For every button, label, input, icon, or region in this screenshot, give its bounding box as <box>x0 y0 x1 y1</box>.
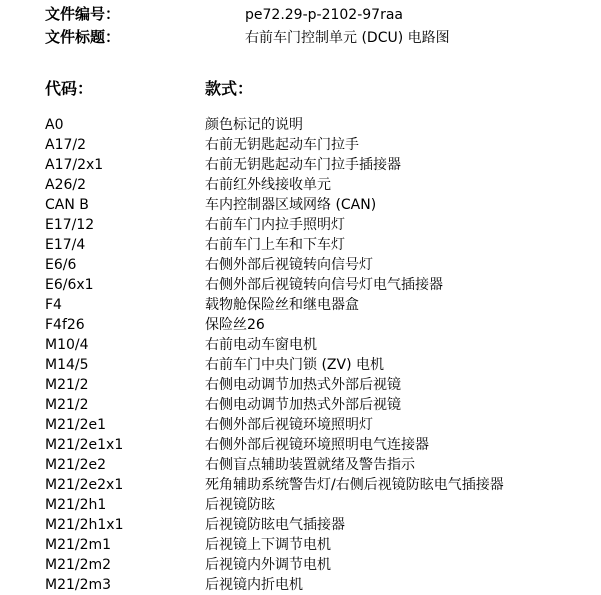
component-description: 右侧外部后视镜转向信号灯 <box>205 257 373 273</box>
list-item <box>0 355 601 375</box>
list-item <box>0 155 601 175</box>
component-code: A17/2x1 <box>45 157 104 173</box>
component-code: M21/2m2 <box>45 557 112 573</box>
component-code: CAN B <box>45 197 89 213</box>
component-description: 载物舱保险丝和继电器盒 <box>205 297 359 313</box>
component-code: E6/6x1 <box>45 277 94 293</box>
component-description: 右侧电动调节加热式外部后视镜 <box>205 397 401 413</box>
component-code: A26/2 <box>45 177 87 193</box>
component-code: M21/2e2x1 <box>45 477 124 493</box>
component-code: M21/2h1 <box>45 497 107 513</box>
list-item <box>0 455 601 475</box>
component-description: 右侧盲点辅助装置就绪及警告指示 <box>205 457 415 473</box>
component-description: 车内控制器区域网络 (CAN) <box>205 197 377 213</box>
list-item <box>0 375 601 395</box>
component-description: 后视镜防眩电气插接器 <box>205 517 345 533</box>
component-description: 右前电动车窗电机 <box>205 337 317 353</box>
component-code: M21/2 <box>45 397 89 413</box>
component-list <box>0 115 601 595</box>
list-item <box>0 335 601 355</box>
list-item <box>0 555 601 575</box>
component-description: 右前车门中央门锁 (ZV) 电机 <box>205 357 384 373</box>
list-item <box>0 315 601 335</box>
description-column-header: 款式： <box>205 79 254 98</box>
list-item <box>0 575 601 595</box>
component-code: E17/4 <box>45 237 86 253</box>
list-item <box>0 135 601 155</box>
component-code: A17/2 <box>45 137 87 153</box>
component-code: M21/2e2 <box>45 457 107 473</box>
list-item <box>0 515 601 535</box>
file-title-value: 右前车门控制单元 (DCU) 电路图 <box>245 30 450 46</box>
component-description: 右侧外部后视镜转向信号灯电气插接器 <box>205 277 443 293</box>
component-code: E17/12 <box>45 217 95 233</box>
component-description: 右侧外部后视镜环境照明电气连接器 <box>205 437 429 453</box>
component-description: 颜色标记的说明 <box>205 117 303 133</box>
component-code: F4 <box>45 297 62 313</box>
list-item <box>0 475 601 495</box>
list-item <box>0 495 601 515</box>
component-code: M21/2e1x1 <box>45 437 124 453</box>
file-number-value: pe72.29-p-2102-97raa <box>245 7 403 23</box>
component-code: M10/4 <box>45 337 89 353</box>
component-code: F4f26 <box>45 317 85 333</box>
component-description: 右前车门上车和下车灯 <box>205 237 345 253</box>
list-item <box>0 415 601 435</box>
component-description: 后视镜内折电机 <box>205 577 303 593</box>
component-description: 右前无钥匙起动车门拉手插接器 <box>205 157 401 173</box>
component-description: 后视镜防眩 <box>205 497 275 513</box>
list-item <box>0 395 601 415</box>
component-description: 后视镜内外调节电机 <box>205 557 331 573</box>
list-item <box>0 295 601 315</box>
component-code: M21/2e1 <box>45 417 107 433</box>
component-description: 右前红外线接收单元 <box>205 177 331 193</box>
component-code: E6/6 <box>45 257 77 273</box>
component-description: 右前车门内拉手照明灯 <box>205 217 345 233</box>
file-title-label: 文件标题： <box>45 28 121 46</box>
file-number-label: 文件编号： <box>45 5 121 23</box>
list-item <box>0 535 601 555</box>
list-item <box>0 435 601 455</box>
component-code: M21/2m1 <box>45 537 112 553</box>
component-description: 死角辅助系统警告灯/右侧后视镜防眩电气插接器 <box>205 477 504 493</box>
component-code: M21/2 <box>45 377 89 393</box>
list-item <box>0 175 601 195</box>
component-description: 后视镜上下调节电机 <box>205 537 331 553</box>
list-item <box>0 115 601 135</box>
component-description: 保险丝26 <box>205 317 265 333</box>
component-description: 右侧电动调节加热式外部后视镜 <box>205 377 401 393</box>
component-code: M21/2h1x1 <box>45 517 124 533</box>
component-description: 右侧外部后视镜环境照明灯 <box>205 417 373 433</box>
list-item <box>0 215 601 235</box>
component-code: M21/2m3 <box>45 577 112 593</box>
list-item <box>0 255 601 275</box>
list-item <box>0 275 601 295</box>
component-code: M14/5 <box>45 357 89 373</box>
list-item <box>0 195 601 215</box>
component-description: 右前无钥匙起动车门拉手 <box>205 137 359 153</box>
component-code: A0 <box>45 117 64 133</box>
code-column-header: 代码： <box>45 79 94 98</box>
list-item <box>0 235 601 255</box>
